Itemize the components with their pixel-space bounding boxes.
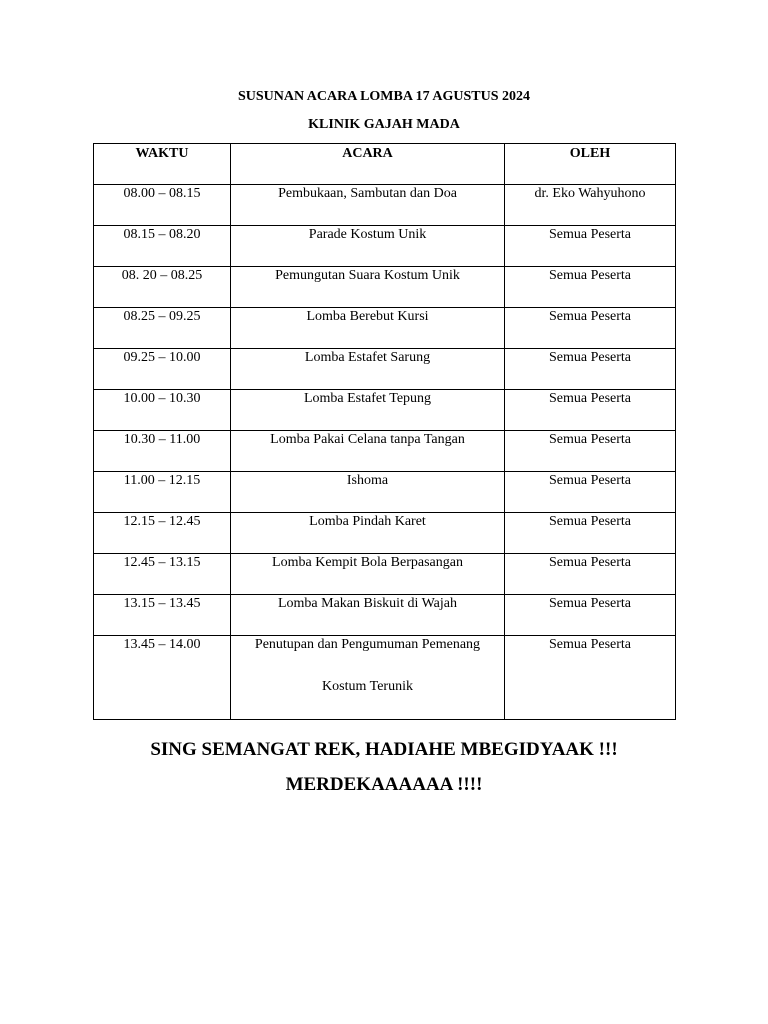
table-row bbox=[94, 431, 676, 472]
cell-oleh: Semua Peserta bbox=[505, 513, 676, 554]
cell-acara: Lomba Pakai Celana tanpa Tangan bbox=[231, 431, 505, 472]
cell-waktu: 08.15 – 08.20 bbox=[94, 226, 231, 267]
cell-acara: Lomba Makan Biskuit di Wajah bbox=[231, 595, 505, 636]
cell-oleh: Semua Peserta bbox=[505, 595, 676, 636]
cell-waktu: 10.30 – 11.00 bbox=[94, 431, 231, 472]
cell-waktu: 08.25 – 09.25 bbox=[94, 308, 231, 349]
cell-acara-line1: Penutupan dan Pengumuman Pemenang bbox=[254, 637, 481, 652]
cell-acara: Pemungutan Suara Kostum Unik bbox=[231, 267, 505, 308]
cell-waktu: 08.00 – 08.15 bbox=[94, 185, 231, 226]
table-row bbox=[94, 636, 676, 720]
cell-waktu: 09.25 – 10.00 bbox=[94, 349, 231, 390]
footer-slogan: SING SEMANGAT REK, HADIAHE MBEGIDYAAK !!! bbox=[150, 739, 618, 760]
table-row bbox=[94, 349, 676, 390]
column-header-oleh: OLEH bbox=[505, 144, 676, 185]
cell-waktu: 11.00 – 12.15 bbox=[94, 472, 231, 513]
cell-oleh: Semua Peserta bbox=[505, 349, 676, 390]
schedule-table bbox=[93, 143, 676, 720]
cell-oleh: Semua Peserta bbox=[505, 226, 676, 267]
table-row bbox=[94, 308, 676, 349]
table-row bbox=[94, 390, 676, 431]
cell-waktu: 10.00 – 10.30 bbox=[94, 390, 231, 431]
cell-waktu: 08. 20 – 08.25 bbox=[94, 267, 231, 308]
cell-oleh: Semua Peserta bbox=[505, 308, 676, 349]
table-row bbox=[94, 267, 676, 308]
cell-waktu: 12.45 – 13.15 bbox=[94, 554, 231, 595]
cell-oleh: Semua Peserta bbox=[505, 636, 676, 720]
cell-acara: Lomba Berebut Kursi bbox=[231, 308, 505, 349]
cell-oleh: dr. Eko Wahyuhono bbox=[505, 185, 676, 226]
cell-acara: Lomba Estafet Tepung bbox=[231, 390, 505, 431]
cell-oleh: Semua Peserta bbox=[505, 472, 676, 513]
cell-oleh: Semua Peserta bbox=[505, 431, 676, 472]
cell-acara-line2: Kostum Terunik bbox=[322, 679, 413, 694]
cell-acara: Lomba Kempit Bola Berpasangan bbox=[231, 554, 505, 595]
cell-oleh: Semua Peserta bbox=[505, 267, 676, 308]
cell-acara bbox=[231, 636, 505, 720]
cell-acara: Lomba Pindah Karet bbox=[231, 513, 505, 554]
table-header-row bbox=[94, 144, 676, 185]
document-subtitle: KLINIK GAJAH MADA bbox=[308, 117, 460, 132]
table-row bbox=[94, 185, 676, 226]
column-header-waktu: WAKTU bbox=[94, 144, 231, 185]
cell-waktu: 12.15 – 12.45 bbox=[94, 513, 231, 554]
document-title: SUSUNAN ACARA LOMBA 17 AGUSTUS 2024 bbox=[237, 89, 531, 104]
cell-acara: Lomba Estafet Sarung bbox=[231, 349, 505, 390]
cell-acara: Pembukaan, Sambutan dan Doa bbox=[231, 185, 505, 226]
column-header-acara: ACARA bbox=[231, 144, 505, 185]
table-row bbox=[94, 472, 676, 513]
table-row bbox=[94, 554, 676, 595]
table-row bbox=[94, 513, 676, 554]
cell-waktu: 13.15 – 13.45 bbox=[94, 595, 231, 636]
cell-oleh: Semua Peserta bbox=[505, 390, 676, 431]
cell-oleh: Semua Peserta bbox=[505, 554, 676, 595]
cell-acara: Ishoma bbox=[231, 472, 505, 513]
table-row bbox=[94, 226, 676, 267]
cell-acara: Parade Kostum Unik bbox=[231, 226, 505, 267]
table-row bbox=[94, 595, 676, 636]
cell-waktu: 13.45 – 14.00 bbox=[94, 636, 231, 720]
footer-merdeka: MERDEKAAAAAA !!!! bbox=[285, 774, 483, 795]
